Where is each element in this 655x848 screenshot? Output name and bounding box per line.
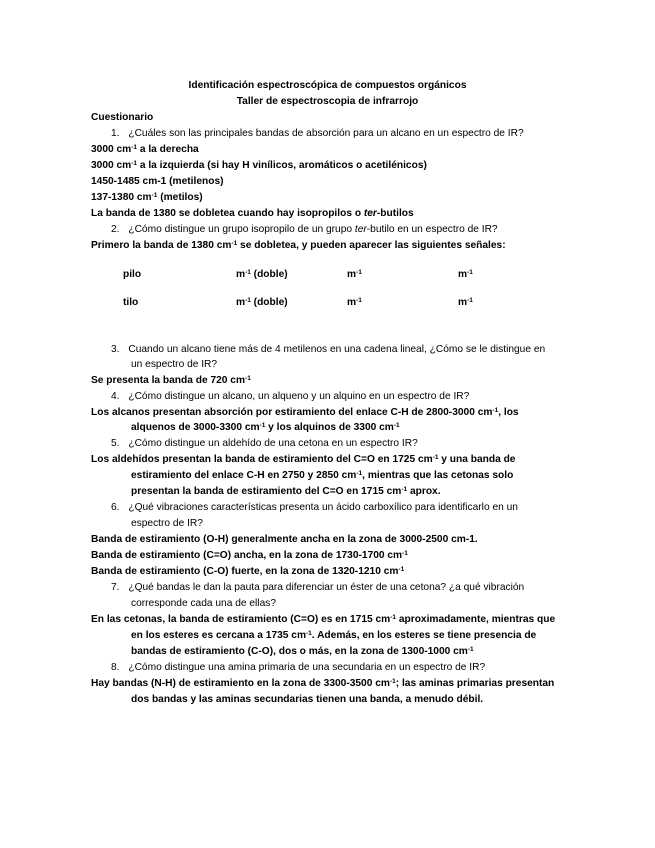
question-number: 3. [111,344,120,355]
table-cell: $m^{-1}$ [458,269,473,280]
table-cell: $m^{-1}$ [347,269,362,280]
question-4: 4. ¿Cómo distingue un alcano, un alqueno y un alquino en un espectro de IR? [111,391,470,402]
answer-8-line: Hay bandas (N-H) de estiramiento en la zona de 3300-3500 $cm^{-1}$; las aminas primarias presentan [91,678,555,689]
question-text: ¿Cuáles son las principales bandas de absorción para un alcano en un espectro de IR? [128,128,524,139]
answer-1-line: 3000 $cm^{-1}$ a la derecha [91,144,199,155]
question-number: 2. [111,224,120,235]
table-cell-label: tilo [123,297,139,308]
answer-2-line: Primero la banda de 1380 $cm^{-1}$ se dobletea, y pueden aparecer las siguientes señales: [91,240,506,251]
question-3-cont: un espectro de IR? [131,359,218,370]
answer-4-line: Los alcanos presentan absorción por estiramiento del enlace C-H de 2800-3000 $cm^{-1}$, los [91,407,519,418]
question-1 [111,127,524,140]
answer-8-line: dos bandas y las aminas secundarias tienen una banda, a menudo débil. [131,694,484,705]
question-number: 8. [111,662,120,673]
table-cell-label: pilo [123,269,142,280]
question-6: 6. ¿Qué vibraciones características presenta un ácido carboxílico para identificarlo en un [111,502,518,513]
answer-6-line: Banda de estiramiento (O-H) generalmente ancha en la zona de 3000-2500 cm-1. [91,534,478,545]
answer-5-line: estiramiento del enlace C-H en 2750 y 2850 $cm^{-1}$, mientras que las cetonas solo [131,470,514,481]
section-heading: Cuestionario [91,112,154,123]
question-number: 4. [111,391,120,402]
answer-1-line: La banda de 1380 se dobletea cuando hay isopropilos o ter-butilos [91,208,414,219]
answer-7-line: en los esteres es cercana a 1735 $cm^{-1}$. Además, en los esteres se tiene presencia de [131,630,537,641]
answer-3-line: Se presenta la banda de 720 $cm^{-1}$ [91,375,251,386]
question-2: 2. ¿Cómo distingue un grupo isopropilo de un grupo ter-butilo en un espectro de IR? [111,224,498,235]
question-5: 5. ¿Cómo distingue un aldehído de una cetona en un espectro IR? [111,438,418,449]
question-6-cont: espectro de IR? [131,518,203,529]
question-number: 5. [111,438,120,449]
question-number: 7. [111,582,120,593]
answer-1-line: 3000 $cm^{-1}$ a la izquierda (si hay H vinílicos, aromáticos o acetilénicos) [91,160,427,171]
answer-5-line: Los aldehídos presentan la banda de estiramiento del C=O en 1725 $cm^{-1}$ y una banda de [91,454,516,465]
question-3: 3. Cuando un alcano tiene más de 4 metilenos en una cadena lineal, ¿Cómo se le distingue en [111,344,546,355]
answer-7-line: En las cetonas, la banda de estiramiento (C=O) es en 1715 $cm^{-1}$ aproximadamente, mientras que [91,614,556,625]
answer-5-line: presentan la banda de estiramiento del C=O en 1715 $cm^{-1}$ aprox. [131,486,441,497]
table-cell: $m^{-1}$ (doble) [236,297,288,308]
question-8: 8. ¿Cómo distingue una amina primaria de una secundaria en un espectro de IR? [111,662,486,673]
document-title: Identificación espectroscópica de compuestos orgánicos [188,80,467,91]
table-cell: $m^{-1}$ (doble) [236,269,288,280]
document-subtitle: Taller de espectroscopia de infrarrojo [236,96,419,107]
answer-1-line: 1450-1485 cm-1 (metilenos) [91,176,224,187]
answer-7-line: bandas de estiramiento (C-O), dos o más, en la zona de 1300-1000 $cm^{-1}$ [131,646,474,657]
question-7: 7. ¿Qué bandas le dan la pauta para diferenciar un éster de una cetona? ¿a qué vibración [111,582,525,593]
answer-1-line: 137-1380 $cm^{-1}$ (metilos) [91,192,203,203]
question-number: 6. [111,502,120,513]
answer-6-line: Banda de estiramiento (C=O) ancha, en la zona de 1730-1700 $cm^{-1}$ [91,550,408,561]
question-number: 1. [111,128,120,139]
answer-6-line: Banda de estiramiento (C-O) fuerte, en la zona de 1320-1210 $cm^{-1}$ [91,566,405,577]
table-cell: $m^{-1}$ [458,297,473,308]
question-7-cont: corresponde cada una de ellas? [131,598,276,609]
answer-4-line: alquenos de 3000-3300 $cm^{-1}$ y los alquinos de 3300 $cm^{-1}$ [131,422,400,433]
table-cell: $m^{-1}$ [347,297,362,308]
